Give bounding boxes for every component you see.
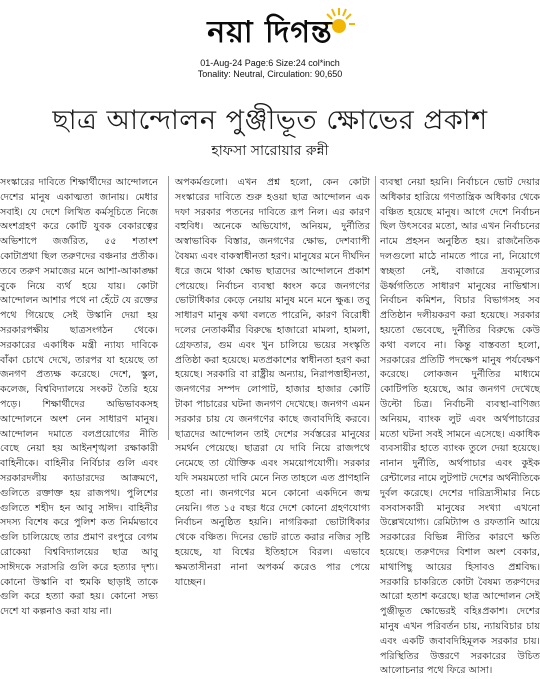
masthead [0,0,540,58]
clip-date-page-size: 01-Aug-24 Page:6 Size:24 col*inch [200,58,340,68]
article-byline: হাফসা সারোয়ার রুন্নী [211,143,329,159]
clip-tonality-circulation: Tonality: Neutral, Circulation: 90,650 [197,69,343,79]
article-column-1 [0,176,158,618]
column-text: ব্যবস্থা নেয়া হয়নি। নির্বাচনে ভোট দেয়ার অধিকার হারিয়ে গণতান্ত্রিক অধিকার থেকে বঞ্চিত হয়েছে মানুষ। আগে দেশে নির্বাচন ছিল উৎসবের মতো, আর এখন নির্বাচনের নামে প্রহসন অনুষ্ঠিত হয়। রাজনৈতিক দলগুলো মাঠে নামতে পারে না, নিয়োগে স্বচ্ছতা নেই, বাজারে দ্রব্যমূল্যের ঊর্ধ্বগতিতে সাধারণ মানুষের নাভিশ্বাস। নির্বাচন কমিশন, বিচার বিভাগসহ সব প্রতিষ্ঠান দলীয়করণ করা হয়েছে। সরকার হয়তো ভেবেছে, দুর্নীতির বিরুদ্ধে কেউ কথা বলবে না। কিন্তু বাস্তবতা হলো, সরকারের প্রতিটি পদক্ষেপ মানুষ পর্যবেক্ষণ করেছে। লোকজন দুর্নীতির মাধ্যমে কোটিপতি হয়েছে, আর জনগণ দেখেছে উল্টো চিত্র। নির্বাচনী ব্যবস্থা-বাণিজ্য অনিয়ম, ব্যাংক লুট এবং অর্থপাচারের মতো ঘটনা সবই সামনে এসেছে। একাধিক ব্যবসায়ীর হাতে ব্যাংক তুলে দেয়া হয়েছে। নানান দুর্নীতি, অর্থপাচার এবং কুইক রেন্টালের নামে লুটপাট দেশের অর্থনীতিকে দুর্বল করেছে। দেশের দারিদ্র্যসীমার নিচে বসবাসকারী মানুষের সংখ্যা এখনো উল্লেখযোগ্য। রেমিট্যান্স ও রফতানি আয়ে সরকারের বিভিন্ন নীতির কারণে ক্ষতি হয়েছে। তরুণদের বিশাল অংশ বেকার, মাথাপিছু আয়ের হিসাবও প্রশ্নবিদ্ধ। সরকারি চাকরিতে কোটা বৈষম্য তরুণদের আরো হতাশ করেছে। ছাত্র আন্দোলন সেই পুঞ্জীভূত ক্ষোভেরই বহিঃপ্রকাশ। দেশের মানুষ এখন পরিবর্তন চায়, ন্যায়বিচার চায় এবং একটি জবাবদিহিমূলক সরকার চায়। পরিস্থিতির উত্তরণে সরকারের উচিত আলোচনার পথে ফিরে আসা। [380,177,540,677]
logo-wordmark: নয়া দিগন্ত [207,15,333,50]
article-body [0,176,540,677]
column-text: সংস্কারের দাবিতে শিক্ষার্থীদের আন্দোলনে দেশের মানুষ একাত্মতা জানায়। মেধার সবাই। যে দেশে লিখিত কর্মসূচিতে নিজে অংশগ্রহণ করে কোটি যুবক বেকারত্বের অভিশাপে জর্জরিত, ৫৫ শতাংশ কোটাপ্রথা ছিল তরুণদের বঞ্চনার প্রতীক। তবে তরুণ সমাজের মনে আশা-আকাঙ্ক্ষা বুকে নিয়ে ব্যর্থ হয়ে যায়। কোটা আন্দোলন আশার পথে না হেঁটে যে রক্তের পথে গিয়েছে সেই উস্কানি দেয়া হয় সরকারপক্ষীয় ছাত্রসংগঠন থেকে। সরকারের একাধিক মন্ত্রী ন্যায্য দাবিকে বাঁকা চোখে দেখে, তারপর যা হয়েছে তা জনগণ প্রত্যক্ষ করেছে। দেশে, স্কুল, কলেজ, বিশ্ববিদ্যালয়ে সংকট তৈরি হয়ে পড়ে। শিক্ষার্থীদের অভিভাবকসহ আন্দোলনে অংশ নেন সাধারণ মানুষ। আন্দোলন দমাতে বলপ্রয়োগের নীতি বেছে নেয়া হয় আইনশৃঙ্খলা রক্ষাকারী বাহিনীকে। বাহিনীর নির্বিচার গুলি এবং সরকারদলীয় ক্যাডারদের আক্রমণে, গুলিতে রক্তাক্ত হয় রাজপথ। পুলিশের গুলিতে শহীদ হন আবু সাঈদ। বাহিনীর সদস্য বিশেষ করে পুলিশ কত নির্মমভাবে গুলি চালিয়েছে তার প্রমাণ রংপুরে বেগম রোকেয়া বিশ্ববিদ্যালয়ের ছাত্র আবু সাঈদকে সরাসরি গুলি করে হত্যার দৃশ্য। কোনো উস্কানি বা হুমকি ছাড়াই তাকে গুলি করে হত্যা করা হয়। কোনো সভ্য দেশে যা কল্পনাও করা যায় না। [0,177,158,618]
newspaper-logo[interactable] [172,6,368,50]
article-column-3 [380,176,540,677]
article-headline: ছাত্র আন্দোলন পুঞ্জীভূত ক্ষোভের প্রকাশ [52,105,488,136]
column-text: অপকর্মগুলো। এখন প্রশ্ন হলো, কেন কোটা সংস্কারের দাবিতে শুরু হওয়া ছাত্র আন্দোলন এক দফা সরকার পতনের দাবিতে রূপ নিল। এর কারণ বহুবিধ। অনেকে অভিযোগ, অনিয়ম, দুর্নীতির অস্বাভাবিক বিস্তার, জনগণের ক্ষোভ, দেশব্যাপী বৈষম্য এবং বাকস্বাধীনতা হরণ। মানুষের মনে দীর্ঘদিন ধরে জমে থাকা ক্ষোভ ছাত্রদের আন্দোলনে প্রকাশ পেয়েছে। নির্বাচন ব্যবস্থা ধ্বংস করে জনগণের ভোটাধিকার কেড়ে নেয়ায় মানুষ মনে মনে ক্ষুব্ধ। তবু সাধারণ মানুষ কথা বলতে পারেনি, কারণ বিরোধী দলের নেতাকর্মীর বিরুদ্ধে হাজারো মামলা, হামলা, গ্রেফতার, গুম এবং খুন চালিয়ে ভয়ের সংস্কৃতি প্রতিষ্ঠা করা হয়েছে। মতপ্রকাশের স্বাধীনতা হরণ করা হয়েছে। সরকারি বা রাষ্ট্রীয় অন্যায়, নিরাপত্তাহীনতা, জনগণের সম্পদ লোপাট, হাজার হাজার কোটি টাকা পাচারের ঘটনা জনগণ দেখেছে। জনগণ এমন সরকার চায় যে জনগণের কাছে জবাবদিহি করবে। ছাত্রদের আন্দোলন তাই দেশের সর্বস্তরের মানুষের সমর্থন পেয়েছে। ছাত্ররা যে দাবি নিয়ে রাজপথে নেমেছে তা যৌক্তিক এবং সময়োপযোগী। সরকার যদি সময়মতো দাবি মেনে নিত তাহলে এত প্রাণহানি হতো না। জনগণের মনে কোনো একদিনে জন্ম নেয়নি। গত ১৫ বছর ধরে দেশে কোনো গ্রহণযোগ্য নির্বাচন অনুষ্ঠিত হয়নি। নাগরিকরা ভোটাধিকার থেকে বঞ্চিত। দিনের ভোট রাতে করার নজির সৃষ্টি হয়েছে, যা বিশ্বের ইতিহাসে বিরল। এভাবে ক্ষমতাসীনরা নানা অপকর্ম করেও পার পেয়ে যাচ্ছেন। [175,177,370,588]
article-column-2 [175,176,370,588]
